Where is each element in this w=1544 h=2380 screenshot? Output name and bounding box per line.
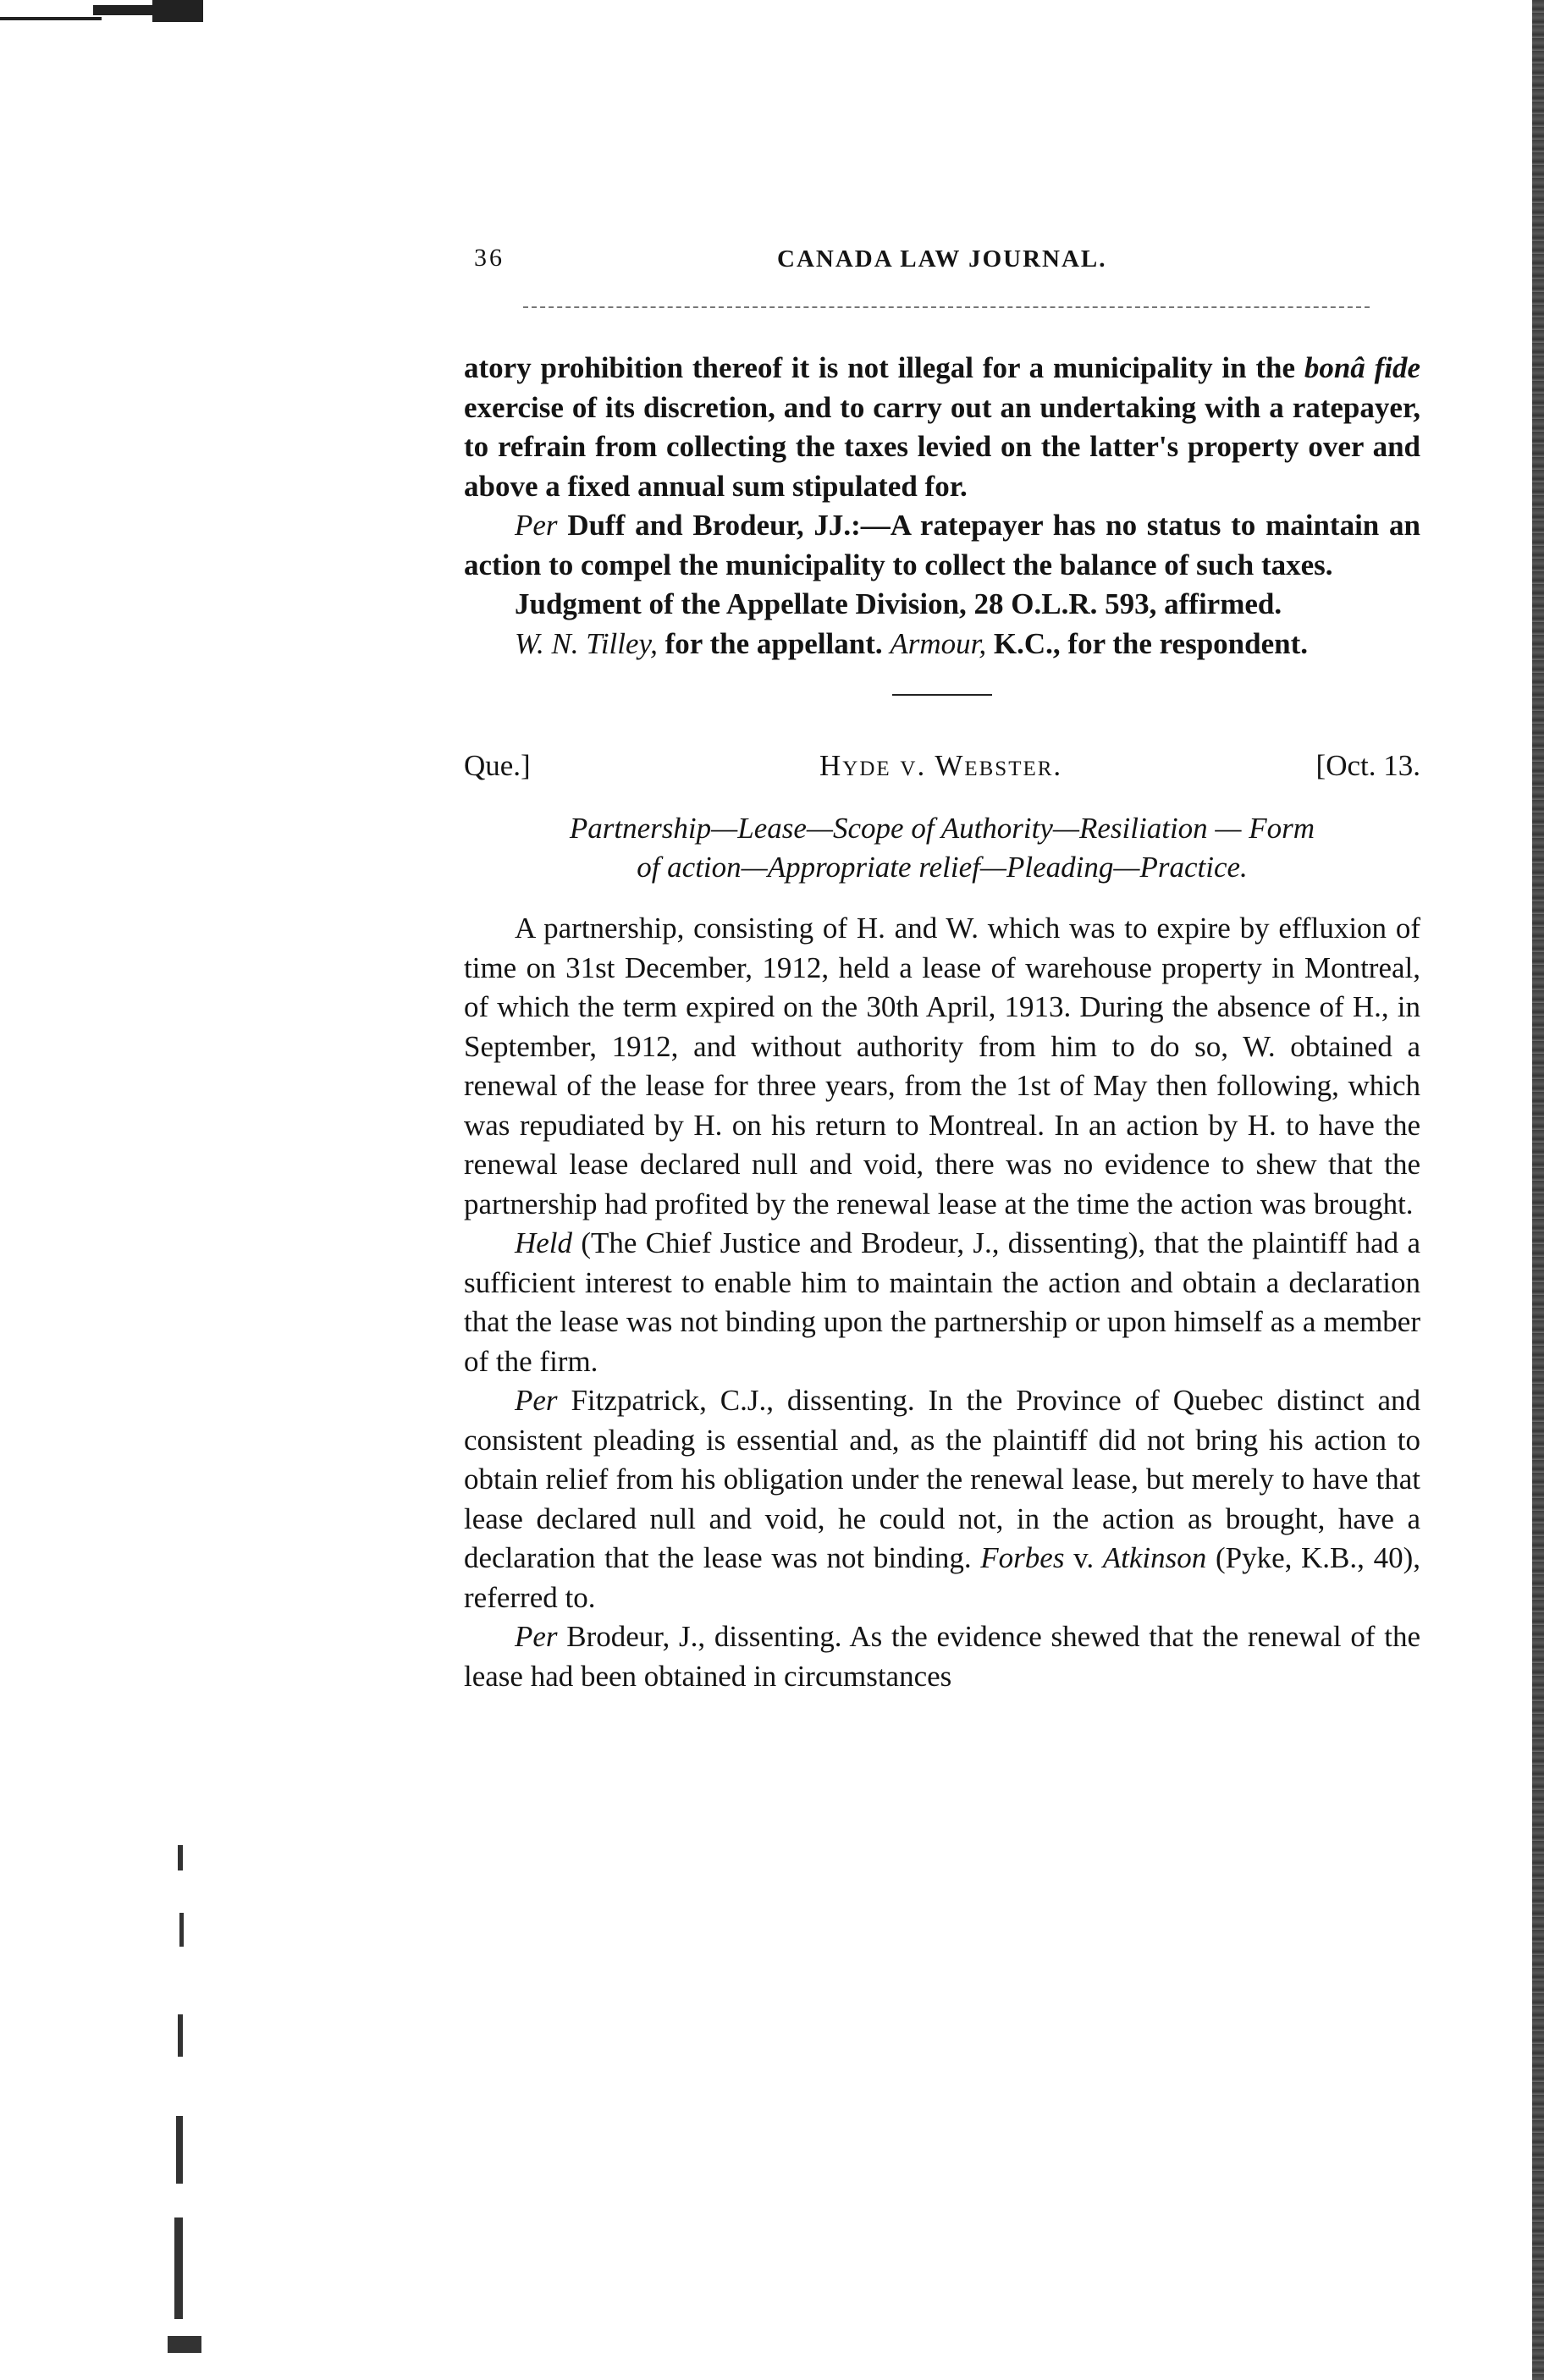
header-rule bbox=[523, 306, 1370, 308]
page-number: 36 bbox=[474, 244, 505, 272]
case-title: Hyde v. Webster. bbox=[819, 749, 1063, 782]
text-run-italic: Per bbox=[515, 509, 558, 542]
catchwords-line: of action—Appropriate relief—Pleading—Practice. bbox=[637, 851, 1248, 884]
text-run: K.C., for the respondent. bbox=[986, 626, 1308, 660]
scan-edge-right bbox=[1532, 0, 1544, 2380]
text-run-italic: Per bbox=[515, 1384, 558, 1417]
text-run: Fitzpatrick, C.J., dissenting. In the Province of Quebec distinct and consistent pleading is essential and, as the plaintiff did not bring his action to obtain relief from his obligation under the renewal lease, but merely to have that lease declared null and void, he could not, in the action as brought, have a declaration that the lease was not binding. bbox=[464, 1384, 1420, 1574]
catchwords-line: Partnership—Lease—Scope of Authority—Resiliation — Form bbox=[569, 812, 1315, 845]
journal-title: CANADA LAW JOURNAL. bbox=[777, 245, 1107, 273]
text-run: Duff and Brodeur, JJ.:—A ratepayer has no status to maintain an action to compel the municipality to collect the balance of such taxes. bbox=[464, 509, 1420, 581]
text-run-italic: Forbes bbox=[980, 1541, 1065, 1574]
paragraph-judgment bbox=[464, 585, 1420, 625]
paragraph-per-duff-brodeur bbox=[464, 506, 1420, 585]
text-run: Brodeur, J., dissenting. As the evidence shewed that the renewal of the lease had been obtained in circumstances bbox=[464, 1620, 1420, 1693]
journal-page bbox=[464, 237, 1420, 1693]
text-run: Judgment of the Appellate Division, 28 O.L.R. 593, affirmed. bbox=[515, 587, 1282, 620]
text-run: atory prohibition thereof it is not illegal for a municipality in the bbox=[464, 351, 1304, 384]
text-run-italic: bonâ fide bbox=[1304, 351, 1420, 384]
running-head bbox=[464, 237, 1420, 279]
paragraph-held bbox=[464, 1224, 1420, 1381]
text-run: exercise of its discretion, and to carry out an undertaking with a ratepayer, to refrain from collecting the taxes levied on the latter's property over and above a fixed annual sum stipulated for. bbox=[464, 390, 1420, 503]
text-run: (The Chief Justice and Brodeur, J., dissenting), that the plaintiff had a sufficient interest to enable him to maintain the action and obtain a declaration that the lease was not binding upon the partnership or upon himself as a member of the firm. bbox=[464, 1226, 1420, 1378]
catchwords bbox=[464, 809, 1420, 887]
paragraph-per-brodeur bbox=[464, 1617, 1420, 1696]
scan-margin-marks bbox=[161, 1845, 203, 2370]
text-run: v. bbox=[1064, 1541, 1103, 1574]
text-run: for the appellant. bbox=[657, 626, 891, 660]
text-run: (Pyke, K.B., 40), referred to. bbox=[464, 1541, 1420, 1614]
section-divider bbox=[892, 694, 992, 696]
paragraph-facts: A partnership, consisting of H. and W. which was to expire by effluxion of time on 31st December, 1912, held a lease of warehouse property in Montreal, of which the term expired on the 30th April, 1913. During the absence of H., in September, 1912, and without authority from him to do so, W. obtained a renewal of the lease for three years, from the 1st of May then following, which was repudiated by H. on his return to Montreal. In an action by H. to have the renewal lease declared null and void, there was no evidence to shew that the partnership had profited by the renewal lease at the time the action was brought. bbox=[464, 912, 1420, 1220]
page-body bbox=[464, 349, 1420, 1696]
text-run-italic: Armour, bbox=[890, 626, 987, 660]
case-date: [Oct. 13. bbox=[1315, 749, 1420, 782]
scan-artifact-top-left bbox=[0, 0, 229, 34]
text-run-italic: W. N. Tilley, bbox=[515, 626, 658, 660]
text-run-italic: Atkinson bbox=[1102, 1541, 1207, 1574]
paragraph-counsel bbox=[464, 625, 1420, 664]
case-province: Que.] bbox=[464, 749, 531, 782]
paragraph-per-fitzpatrick bbox=[464, 1381, 1420, 1617]
text-run-italic: Held bbox=[515, 1226, 573, 1259]
text-run-italic: Per bbox=[515, 1620, 558, 1653]
paragraph-continuation bbox=[464, 349, 1420, 506]
case-heading bbox=[464, 747, 1420, 794]
